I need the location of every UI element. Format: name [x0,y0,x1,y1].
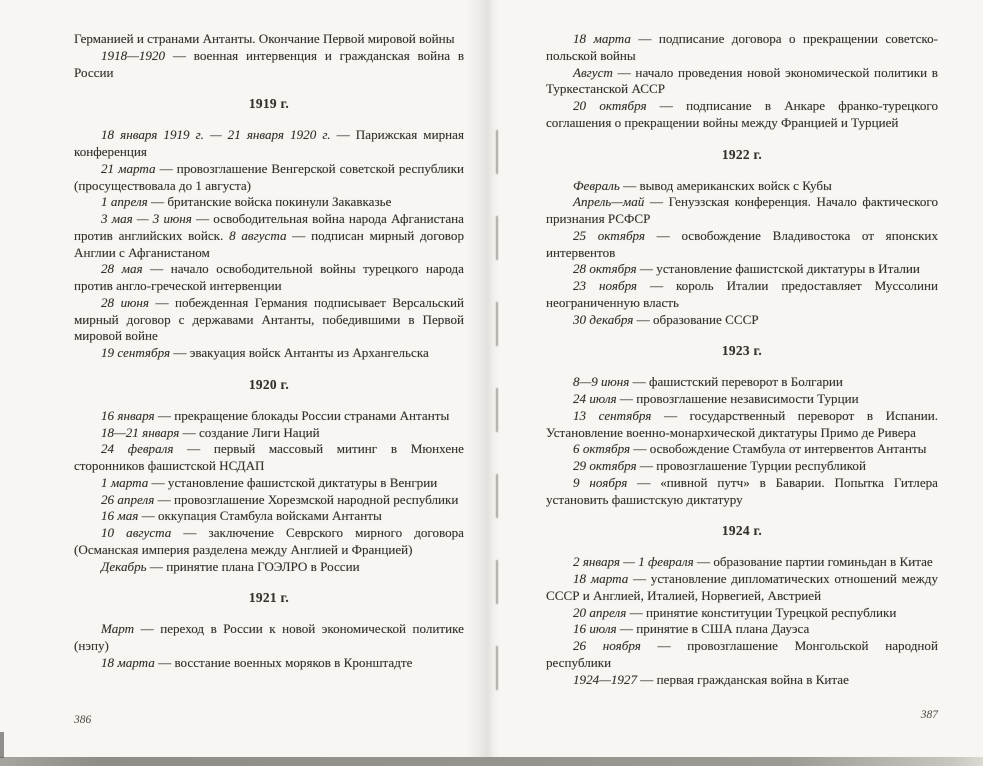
entry-date: 1 апреля [101,194,148,210]
entry-date: Декабрь [101,558,147,574]
entry-text: — побежденная Германия подписывает Версальский мирный договор с державами Антанты, победившими в Первой мировой войне [74,294,464,344]
entry-text: — восстание военных моряков в Кронштадте [154,654,413,670]
year-heading: 1924 г. [721,523,763,539]
entry-date: 23 ноября [573,278,638,293]
chronology-entry [74,475,464,492]
right-page [546,0,938,740]
entry-text: — освобождение Владивостока от японских интервентов [546,227,938,260]
entry-date: 24 февраля [101,441,174,457]
entry-date: 6 октября [573,441,631,457]
chronology-entry [74,508,464,525]
entry-text: — освобождение Стамбула от интервентов Антанты [630,441,927,457]
entry-date: 26 ноября [573,638,641,653]
chronology-entry [74,295,464,345]
scan-bottom-edge [0,757,983,766]
entry-text: — установление фашистской диктатуры в Венгрии [148,474,438,490]
year-heading: 1919 г. [248,96,290,112]
entry-date: 24 июля [573,391,617,406]
entry-text: — эвакуация войск Антанты из Архангельска [170,345,429,360]
entry-date: Апрель—май [573,194,645,210]
entry-date: Август [573,64,613,80]
chronology-entry [74,525,464,559]
chronology-entry [546,621,938,638]
entry-date: 28 июня [101,294,149,310]
chronology-entry [74,621,464,655]
chronology-entry [546,65,938,99]
entry-text: — прекращение блокады России странами Антанты [154,407,450,423]
chronology-entry [546,178,938,195]
entry-text: — принятие конституции Турецкой республики [626,604,897,620]
chronology-entry [546,408,938,442]
chronology-entry [74,345,464,362]
entry-date: 8—9 июня [573,374,630,390]
entry-text: — оккупация Стамбула войсками Антанты [138,508,382,524]
entry-date: 18 января 1919 г. — 21 января 1920 г. [101,127,331,143]
chronology-entry [74,161,464,195]
entry-text: — провозглашение Хорезмской народной республики [154,491,459,507]
chronology-entry [74,425,464,442]
entry-text: — заключение Севрского мирного договора (Османская империя разделена между Англией и Францией) [74,525,464,557]
entry-date: 18 марта [101,654,155,670]
entry-text: — первая гражданская война в Китае [637,671,849,687]
chronology-entry [546,605,938,622]
entry-date: 9 ноября [573,474,628,490]
entry-text: — «пивной путч» в Баварии. Попытка Гитлера установить фашистскую диктатуру [546,474,938,507]
entry-text: — подписан мирный договор Англии с Афганистаном [74,227,464,260]
entry-text: — первый массовый митинг в Мюнхене сторонников фашистской НСДАП [74,441,464,473]
entry-date: Март [101,621,135,637]
entry-text: — провозглашение независимости Турции [616,391,859,406]
chronology-entry [546,278,938,312]
chronology-entry [546,228,938,262]
chronology-entry [546,312,938,329]
entry-date: 19 сентября [101,345,171,360]
year-heading: 1923 г. [721,343,763,359]
entry-text: — подписание договора о прекращении советско-польской войны [546,31,938,63]
entry-text: — освободительная война народа Афганистана против английских войск. [74,211,464,243]
entry-text: — вывод американских войск с Кубы [619,177,832,193]
entry-date: 8 августа [229,227,287,243]
entry-text: — военная интервенция и гражданская война в России [74,47,464,80]
entry-date: 18 марта [573,31,631,46]
entry-date: 16 июля [573,621,617,637]
chronology-entry [74,194,464,211]
entry-text: — провозглашение Монгольской народной республики [546,638,938,670]
entry-text: Германией и странами Антанты. Окончание Первой мировой войны [74,31,455,46]
entry-text: — провозглашение Венгерской советской республики (просуществовала до 1 августа) [74,160,464,193]
entry-text: — установление фашистской диктатуры в Италии [636,261,920,277]
entry-date: 20 октября [573,98,647,113]
entry-date: 29 октября [573,458,637,473]
entry-text: — государственный переворот в Испании. Установление военно-монархической диктатуры Примо де Ривера [546,407,938,440]
entry-text: — образование партии гоминьдан в Китае [693,554,933,570]
chronology-entry [546,554,938,571]
chronology-entry [546,458,938,475]
entry-date: 3 мая — 3 июня [101,211,192,226]
chronology-entry [74,492,464,509]
entry-date: 1 марта [101,474,149,490]
entry-date: 28 октября [573,261,637,277]
entry-date: 16 января [101,407,155,423]
right-page-content [546,0,938,688]
left-page [74,0,464,740]
entry-text: — переход в России к новой экономической политике (нэпу) [74,621,464,653]
page-number-left: 386 [74,714,92,726]
entry-date: 2 января — 1 февраля [573,554,694,570]
entry-text: — подписание в Анкаре франко-турецкого соглашения о прекращении войны между Францией и Турцией [546,98,938,130]
entry-date: 28 мая [101,261,143,277]
entry-date: 26 апреля [101,491,155,507]
chronology-entry [74,31,464,48]
chronology-entry [74,408,464,425]
chronology-entry [74,211,464,261]
spine-gutter-shadow [466,0,500,758]
chronology-entry [74,655,464,672]
chronology-entry [74,261,464,295]
entry-date: 10 августа [101,525,172,540]
chronology-entry [546,391,938,408]
chronology-entry [546,475,938,509]
entry-text: — образование СССР [633,311,759,327]
chronology-entry [74,127,464,161]
chronology-entry [546,571,938,605]
chronology-entry [546,441,938,458]
scan-corner-mark [0,732,4,758]
entry-date: 1924—1927 [573,671,638,687]
year-heading: 1920 г. [248,376,290,392]
left-page-content [74,0,464,672]
spine-crease-line [496,130,498,690]
chronology-entry [546,194,938,228]
entry-text: — провозглашение Турции республикой [636,458,866,473]
entry-text: — фашистский переворот в Болгарии [629,374,843,390]
chronology-entry [546,31,938,65]
entry-date: 18 марта [573,571,629,586]
chronology-entry [74,441,464,475]
entry-text: — начало освободительной войны турецкого народа против англо-греческой интервенции [74,261,464,293]
entry-text: — Генуэзская конференция. Начало фактического признания РСФСР [546,194,938,226]
entry-date: 25 октября [573,227,646,243]
entry-text: — король Италии предоставляет Муссолини неограниченную власть [546,278,938,310]
entry-date: Февраль [573,177,620,193]
page-number-right: 387 [920,709,938,721]
chronology-entry [546,261,938,278]
year-heading: 1922 г. [721,146,763,162]
entry-date: 13 сентября [573,407,652,423]
chronology-entry [546,638,938,672]
chronology-entry [546,374,938,391]
entry-text: — принятие в США плана Дауэса [616,621,810,637]
entry-date: 20 апреля [573,604,627,620]
chronology-entry [546,98,938,132]
chronology-entry [74,559,464,576]
entry-date: 16 мая [101,508,139,524]
entry-date: 30 декабря [573,311,634,327]
entry-text: — британские войска покинули Закавказье [147,194,392,210]
entry-date: 18—21 января [101,424,180,440]
chronology-entry [74,48,464,82]
entry-text: — создание Лиги Наций [179,424,320,440]
chronology-entry [546,672,938,689]
entry-text: — принятие плана ГОЭЛРО в России [146,558,360,574]
entry-text: — установление дипломатических отношений между СССР и Англией, Италией, Норвегией, Австрией [546,571,938,603]
entry-text: — начало проведения новой экономической политики в Туркестанской АССР [546,64,938,97]
entry-date: 21 марта [101,160,156,176]
entry-date: 1918—1920 [101,47,166,63]
year-heading: 1921 г. [248,590,290,606]
entry-text: — Парижская мирная конференция [74,127,464,159]
